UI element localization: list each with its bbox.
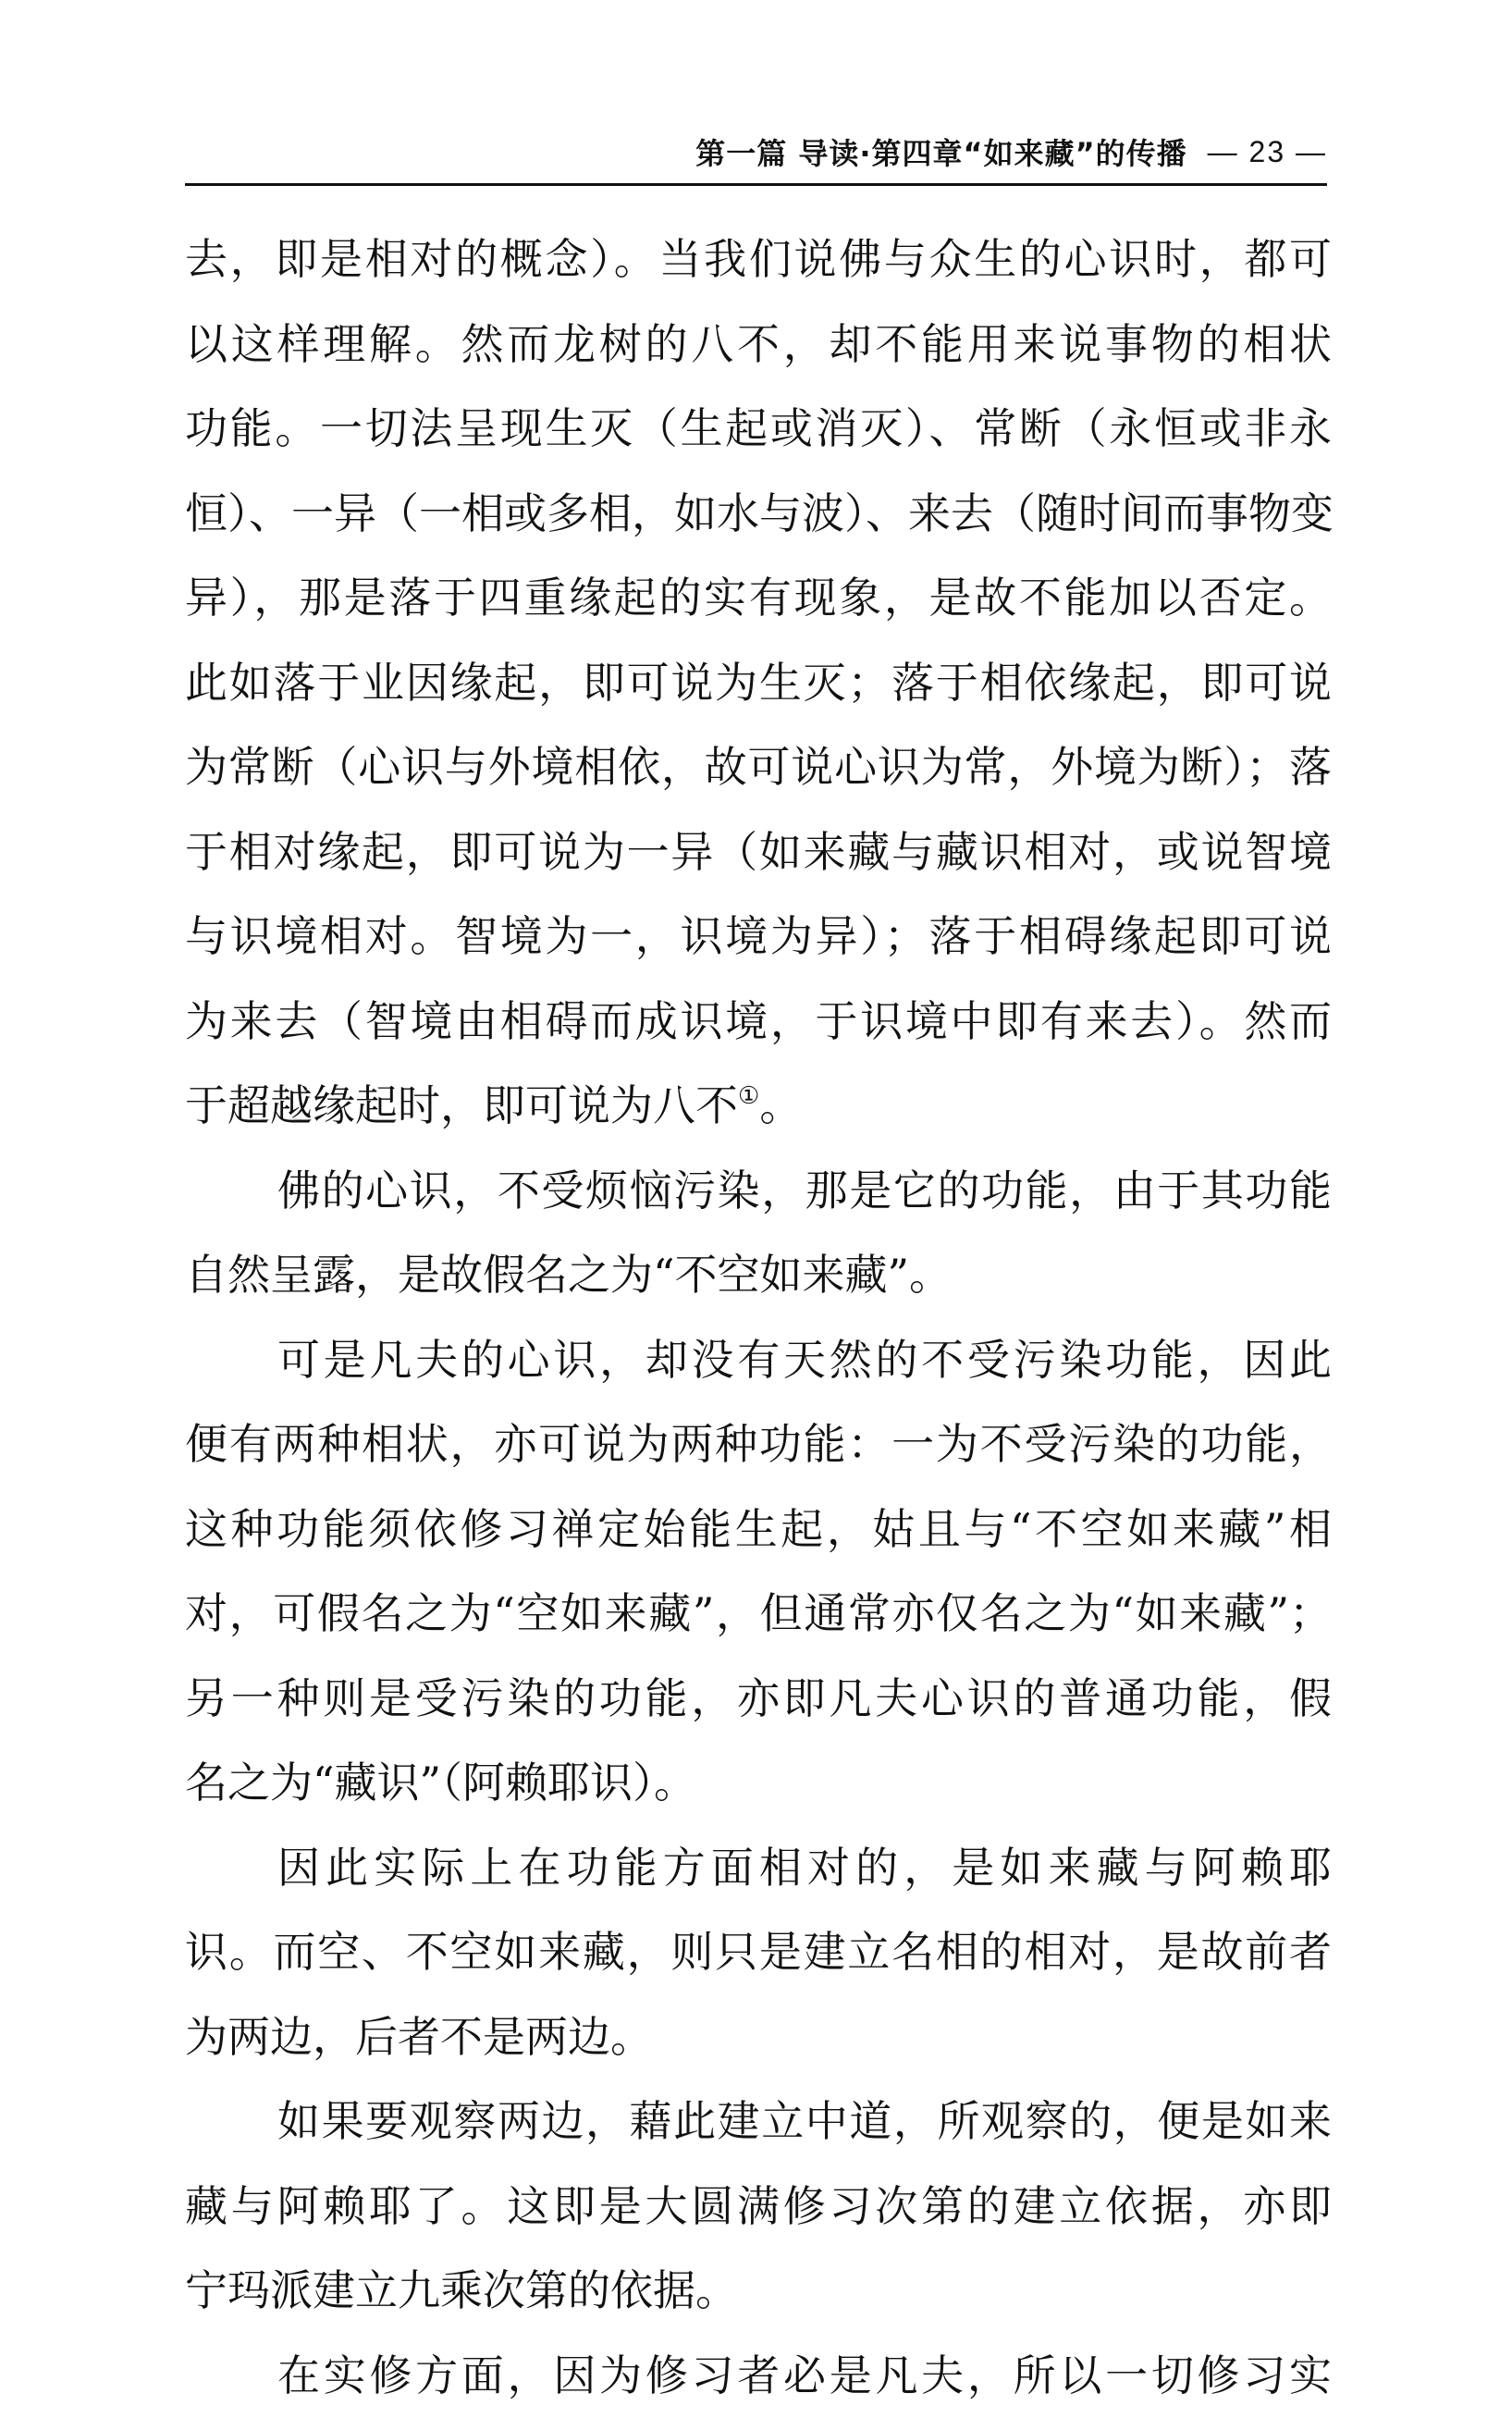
running-head xyxy=(185,130,1327,174)
header-rule xyxy=(185,183,1327,186)
page-number: — 23 — xyxy=(1208,135,1327,169)
sentence-end: 。 xyxy=(759,1080,802,1130)
running-head-title: 第一篇 导读·第四章“如来藏”的传播 xyxy=(695,130,1186,173)
text-line: 于相对缘起，即可说为一异（如来藏与藏识相对，或说智境 xyxy=(185,810,1332,895)
text-line: 与识境相对。智境为一，识境为异）；落于相碍缘起即可说 xyxy=(185,894,1332,980)
text-line: 名之为“藏识”（阿赖耶识）。 xyxy=(185,1741,1332,1826)
text-line: 对，可假名之为“空如来藏”，但通常亦仅名之为“如来藏”； xyxy=(185,1572,1332,1657)
paragraph-first-line: 在实修方面，因为修习者必是凡夫，所以一切修习实 xyxy=(185,2334,1332,2418)
text-line: 去，即是相对的概念）。当我们说佛与众生的心识时，都可 xyxy=(185,217,1332,302)
paragraph-first-line: 如果要观察两边，藉此建立中道，所观察的，便是如来 xyxy=(185,2079,1332,2165)
text-line: 识。而空、不空如来藏，则只是建立名相的相对，是故前者 xyxy=(185,1910,1332,1995)
text-line: 自然呈露，是故假名之为“不空如来藏”。 xyxy=(185,1233,1332,1318)
body-text xyxy=(185,217,1332,2418)
text-line: 恒）、一异（一相或多相，如水与波）、来去（随时间而事物变 xyxy=(185,472,1332,557)
text-line: 为来去（智境由相碍而成识境，于识境中即有来去）。然而 xyxy=(185,980,1332,1065)
text-line: 功能。一切法呈现生灭（生起或消灭）、常断（永恒或非永 xyxy=(185,387,1332,472)
text-line-content: 于超越缘起时，即可说为八不 xyxy=(185,1080,738,1130)
text-line: 这种功能须依修习禅定始能生起，姑且与“不空如来藏”相 xyxy=(185,1487,1332,1573)
text-line: 藏与阿赖耶了。这即是大圆满修习次第的建立依据，亦即 xyxy=(185,2165,1332,2250)
text-line-with-footnote xyxy=(185,1064,1332,1149)
text-line: 为两边，后者不是两边。 xyxy=(185,1995,1332,2080)
paragraph-first-line: 因此实际上在功能方面相对的，是如来藏与阿赖耶 xyxy=(185,1826,1332,1911)
text-line: 另一种则是受污染的功能，亦即凡夫心识的普通功能，假 xyxy=(185,1657,1332,1742)
text-line: 异），那是落于四重缘起的实有现象，是故不能加以否定。 xyxy=(185,556,1332,641)
text-line: 便有两种相状，亦可说为两种功能：一为不受污染的功能， xyxy=(185,1402,1332,1487)
text-line: 以这样理解。然而龙树的八不，却不能用来说事物的相状 xyxy=(185,302,1332,388)
text-line: 此如落于业因缘起，即可说为生灭；落于相依缘起，即可说 xyxy=(185,641,1332,726)
paragraph-first-line: 佛的心识，不受烦恼污染，那是它的功能，由于其功能 xyxy=(185,1149,1332,1234)
paragraph-first-line: 可是凡夫的心识，却没有天然的不受污染功能，因此 xyxy=(185,1318,1332,1403)
footnote-marker[interactable]: ① xyxy=(738,1082,759,1110)
text-line: 为常断（心识与外境相依，故可说心识为常，外境为断）；落 xyxy=(185,725,1332,810)
text-line: 宁玛派建立九乘次第的依据。 xyxy=(185,2249,1332,2334)
